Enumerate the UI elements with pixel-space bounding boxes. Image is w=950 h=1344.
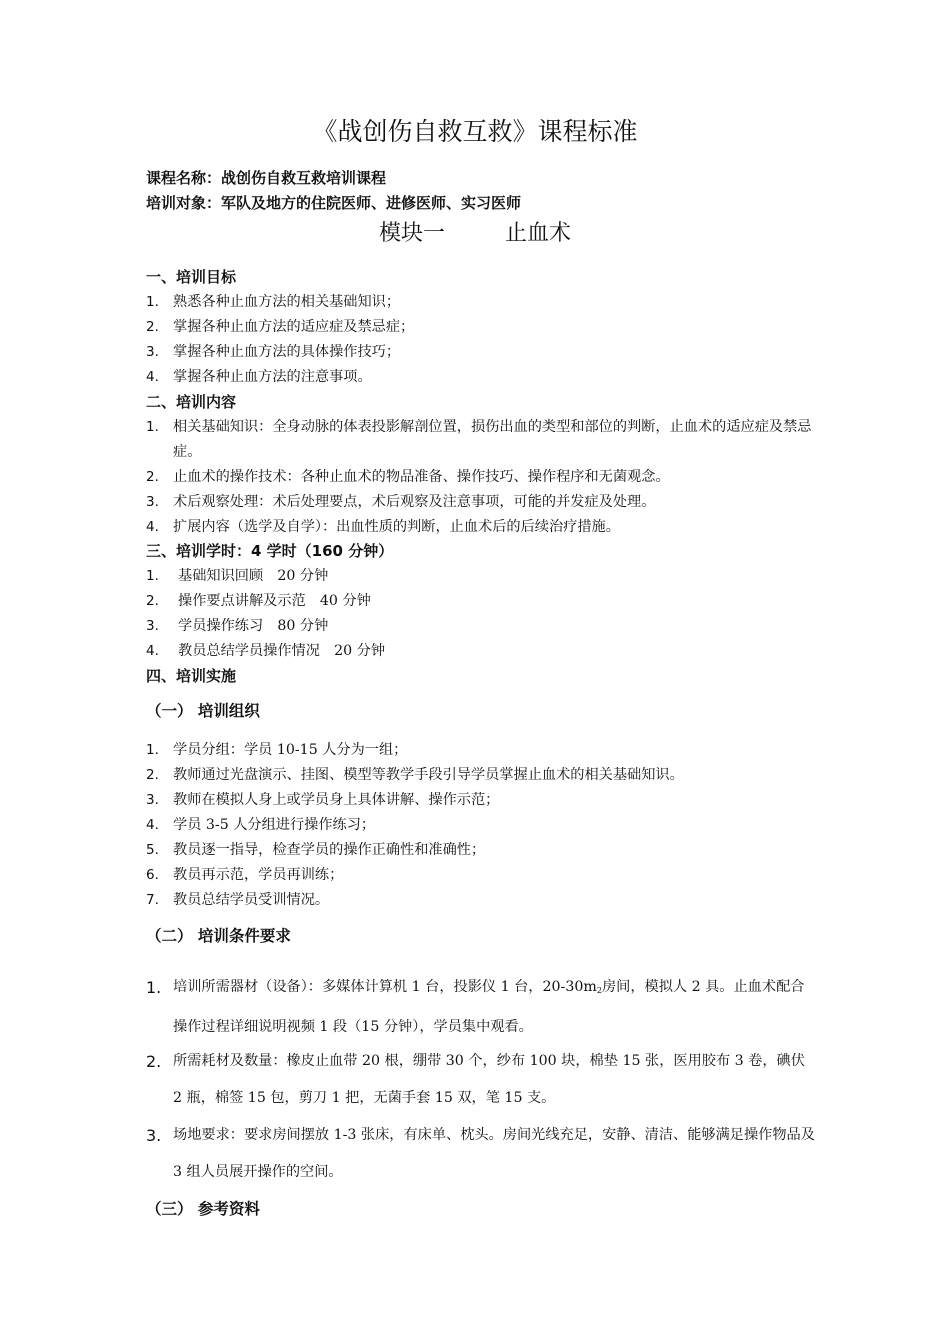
list-item: 3. 掌握各种止血方法的具体操作技巧； [146,344,401,360]
list-item: 1. 基础知识回顾 20 分钟 [146,568,329,584]
list-item: 5. 教员逐一指导，检查学员的操作正确性和准确性； [146,842,486,858]
section-heading-goals: 一、培训目标 [146,268,237,286]
list-item: 1. 熟悉各种止血方法的相关基础知识； [146,294,401,310]
list-item: 2. 掌握各种止血方法的适应症及禁忌症； [146,319,415,335]
list-item: 3. 场地要求：要求房间摆放 1-3 张床，有床单、枕头。房间光线充足，安静、清洁、能够满足操作物品及 3 组人员展开操作的空间。 [146,1126,815,1180]
training-audience: 培训对象：军队及地方的住院医师、进修医师、实习医师 [146,194,522,212]
list-item: 1. 学员分组：学员 10-15 人分为一组； [146,742,408,758]
list-item: 3. 教师在模拟人身上或学员身上具体讲解、操作示范； [146,792,500,808]
subsection-heading-references: （三） 参考资料 [146,1200,260,1218]
list-item: 4. 教员总结学员操作情况 20 分钟 [146,643,386,659]
course-name: 课程名称：战创伤自救互救培训课程 [146,169,387,187]
list-item: 3. 术后观察处理：术后处理要点，术后观察及注意事项，可能的并发症及处理。 [146,494,656,510]
list-item: 7. 教员总结学员受训情况。 [146,892,330,908]
section-heading-hours: 三、培训学时：4 学时（160 分钟） [146,542,394,560]
subsection-heading-conditions: （二） 培训条件要求 [146,927,291,945]
list-item: 3. 学员操作练习 80 分钟 [146,618,329,634]
list-item: 2. 所需耗材及数量：橡皮止血带 20 根，绷带 30 个，纱布 100 块，棉垫 15 张，医用胶布 3 卷，碘伏 2 瓶，棉签 15 包，剪刀 1 把，无菌手套 15 双，笔 15 支。 [146,1052,805,1106]
list-item: 1. 培训所需器材（设备）：多媒体计算机 1 台，投影仪 1 台，$20-30m_2$房间，模拟人 2 具。止血术配合操作过程详细说明视频 1 段（15 分钟），学员集中观看。 [146,978,805,1035]
list-item: 6. 教员再示范，学员再训练； [146,867,344,883]
list-item: 4. 学员 3-5 人分组进行操作练习； [146,817,376,833]
list-item: 2. 操作要点讲解及示范 40 分钟 [146,593,371,609]
module-number: 模块一 [378,221,445,246]
list-item: 4. 掌握各种止血方法的注意事项。 [146,369,372,385]
list-item: 4. 扩展内容（选学及自学）：出血性质的判断，止血术后的后续治疗措施。 [146,519,620,535]
module-title [0,218,950,250]
module-name: 止血术 [505,221,572,246]
section-heading-content: 二、培训内容 [146,393,237,411]
list-item: 2. 教师通过光盘演示、挂图、模型等教学手段引导学员掌握止血术的相关基础知识。 [146,767,684,783]
subsection-heading-organization: （一） 培训组织 [146,702,260,720]
section-heading-implementation: 四、培训实施 [146,667,237,685]
list-item: 1. 相关基础知识：全身动脉的体表投影解剖位置，损伤出血的类型和部位的判断，止血术的适应症及禁忌症。 [146,419,812,460]
list-item: 2. 止血术的操作技术：各种止血术的物品准备、操作技巧、操作程序和无菌观念。 [146,469,670,485]
document-title: 《战创伤自救互救》课程标准 [312,117,638,146]
